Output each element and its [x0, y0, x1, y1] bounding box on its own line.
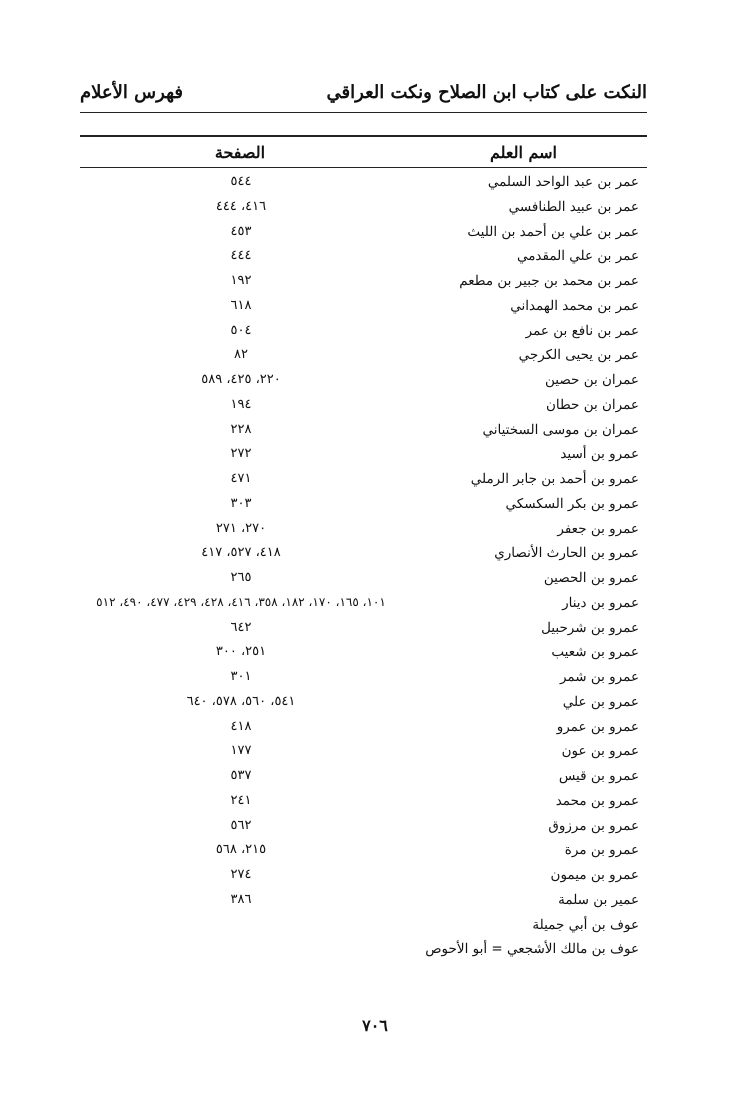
- entry-name: عمران بن موسى السختياني: [482, 421, 639, 438]
- entry-pages: ٥٤٤: [230, 174, 252, 189]
- table-row: [80, 370, 647, 395]
- table-row: [80, 568, 647, 593]
- entry-name: عمر بن يحيى الكرجي: [518, 347, 639, 364]
- entry-pages: ٣٠١: [230, 669, 252, 684]
- table-row: [80, 222, 647, 247]
- table-header-divider: [80, 167, 647, 168]
- entry-pages: ٥٤١، ٥٦٠، ٥٧٨، ٦٤٠: [186, 693, 296, 709]
- table-row: [80, 939, 647, 964]
- table-row: [80, 197, 647, 222]
- table-row: [80, 345, 647, 370]
- table-row: [80, 296, 647, 321]
- entry-pages: ٦١٨: [230, 297, 252, 313]
- entry-name: عمرو بن أحمد بن جابر الرملي: [470, 471, 639, 487]
- table-row: [80, 618, 647, 643]
- entry-pages: ٢٢٠، ٤٢٥، ٥٨٩: [201, 372, 281, 387]
- table-row: [80, 469, 647, 494]
- entry-pages: ٢٥١، ٣٠٠: [215, 644, 267, 660]
- running-header: [80, 82, 647, 116]
- entry-pages: ٦٤٢: [230, 619, 252, 635]
- table-row: [80, 246, 647, 271]
- entry-name: عمير بن سلمة: [558, 891, 639, 908]
- entry-pages: ٤١٦، ٤٤٤: [215, 198, 267, 214]
- entry-name: عمرو بن دينار: [562, 594, 639, 611]
- table-row: [80, 321, 647, 346]
- entry-pages: ٢٤١: [230, 792, 252, 808]
- entry-name: عمر بن علي المقدمي: [516, 248, 639, 265]
- column-header-name: اسم العلم: [489, 143, 557, 162]
- entry-name: عمرو بن عون: [561, 743, 639, 760]
- column-header-page-label: الصفحة: [214, 143, 266, 162]
- table-row: [80, 865, 647, 890]
- entry-pages: ٢٧٠، ٢٧١: [215, 520, 267, 536]
- entry-name: عمر بن محمد الهمداني: [510, 297, 639, 314]
- entry-pages: ١٩٢: [230, 273, 252, 288]
- table-row: [80, 741, 647, 766]
- table-row: [80, 816, 647, 841]
- table-row: [80, 840, 647, 865]
- entry-pages: ٣٨٦: [230, 891, 252, 907]
- entry-name: عمرو بن علي: [562, 693, 639, 710]
- entry-pages: ١٩٤: [230, 396, 252, 412]
- entry-pages: ٢٢٨: [230, 421, 252, 437]
- entry-pages: ٣٠٣: [230, 495, 252, 511]
- entry-pages: ٥٠٤: [230, 322, 252, 338]
- entry-name: عوف بن أبي جميلة: [532, 916, 639, 933]
- table-row: [80, 444, 647, 469]
- table-row: [80, 494, 647, 519]
- entry-pages: ٤٧١: [230, 471, 252, 486]
- table-top-divider: [80, 135, 647, 137]
- entry-pages: ١٠١، ١٦٥، ١٧٠، ١٨٢، ٣٥٨، ٤١٦، ٤٢٨، ٤٢٩، ٤٧٧، ٤٩٠، ٥١٢: [96, 594, 386, 609]
- entry-pages: ٢٧٢: [230, 446, 252, 462]
- entry-name: عمرو بن شرحبيل: [541, 619, 639, 636]
- page-number: ٧٠٦: [362, 1016, 388, 1035]
- header-divider: [80, 112, 647, 113]
- table-row: [80, 271, 647, 296]
- entry-name: عمرو بن الحصين: [543, 570, 639, 586]
- index-title: فهرس الأعلام: [80, 82, 183, 103]
- table-row: [80, 519, 647, 544]
- entry-name: عوف بن مالك الأشجعي = أبو الأحوص: [425, 941, 639, 958]
- entry-name: عمرو بن شعيب: [551, 644, 639, 661]
- entry-name: عمرو بن قيس: [558, 768, 639, 784]
- entry-name: عمرو بن الحارث الأنصاري: [494, 545, 639, 562]
- entry-name: عمرو بن محمد: [555, 792, 639, 809]
- entry-name: عمرو بن بكر السكسكي: [505, 495, 639, 512]
- entry-name: عمر بن نافع بن عمر: [525, 322, 639, 339]
- entry-pages: ٤١٨، ٥٢٧، ٤١٧: [201, 545, 281, 561]
- table-row: [80, 791, 647, 816]
- book-title: النكت على كتاب ابن الصلاح ونكت العراقي: [326, 82, 647, 103]
- entry-name: عمران بن حصين: [545, 372, 639, 388]
- entry-pages: ٤١٨: [230, 718, 252, 734]
- table-row: [80, 420, 647, 445]
- entry-name: عمرو بن جعفر: [557, 520, 639, 537]
- entry-pages: ٤٤٤: [230, 248, 252, 264]
- entry-name: عمرو بن مرزوق: [548, 817, 639, 834]
- table-row: [80, 717, 647, 742]
- entry-name: عمرو بن أسيد: [560, 446, 639, 463]
- table-row: [80, 395, 647, 420]
- table-row: [80, 642, 647, 667]
- table-header: [80, 143, 647, 167]
- entry-name: عمرو بن عمرو: [556, 718, 639, 735]
- table-row: [80, 766, 647, 791]
- entry-name: عمرو بن شمر: [559, 669, 639, 685]
- table-row: [80, 593, 647, 618]
- entry-name: عمر بن عبد الواحد السلمي: [487, 174, 639, 190]
- entry-pages: ٨٢: [234, 347, 248, 363]
- entry-pages: ٥٣٧: [230, 768, 252, 783]
- index-table-body: [80, 172, 647, 964]
- entry-pages: ٤٥٣: [230, 223, 252, 239]
- entry-name: عمر بن عبيد الطنافسي: [508, 198, 639, 215]
- entry-pages: ١٧٧: [230, 743, 252, 759]
- table-row: [80, 890, 647, 915]
- entry-pages: ٢١٥، ٥٦٨: [215, 842, 267, 858]
- entry-pages: ٢٦٥: [230, 570, 252, 585]
- table-row: [80, 172, 647, 197]
- entry-pages: ٥٦٢: [230, 817, 252, 833]
- entry-name: عمرو بن ميمون: [550, 867, 639, 883]
- table-row: [80, 692, 647, 717]
- table-row: [80, 543, 647, 568]
- table-row: [80, 915, 647, 940]
- entry-name: عمرو بن مرة: [564, 842, 639, 859]
- entry-name: عمر بن محمد بن جبير بن مطعم: [459, 273, 639, 289]
- table-row: [80, 667, 647, 692]
- entry-name: عمر بن علي بن أحمد بن الليث: [467, 223, 639, 240]
- entry-name: عمران بن حطان: [545, 396, 639, 413]
- entry-pages: ٢٧٤: [230, 867, 252, 882]
